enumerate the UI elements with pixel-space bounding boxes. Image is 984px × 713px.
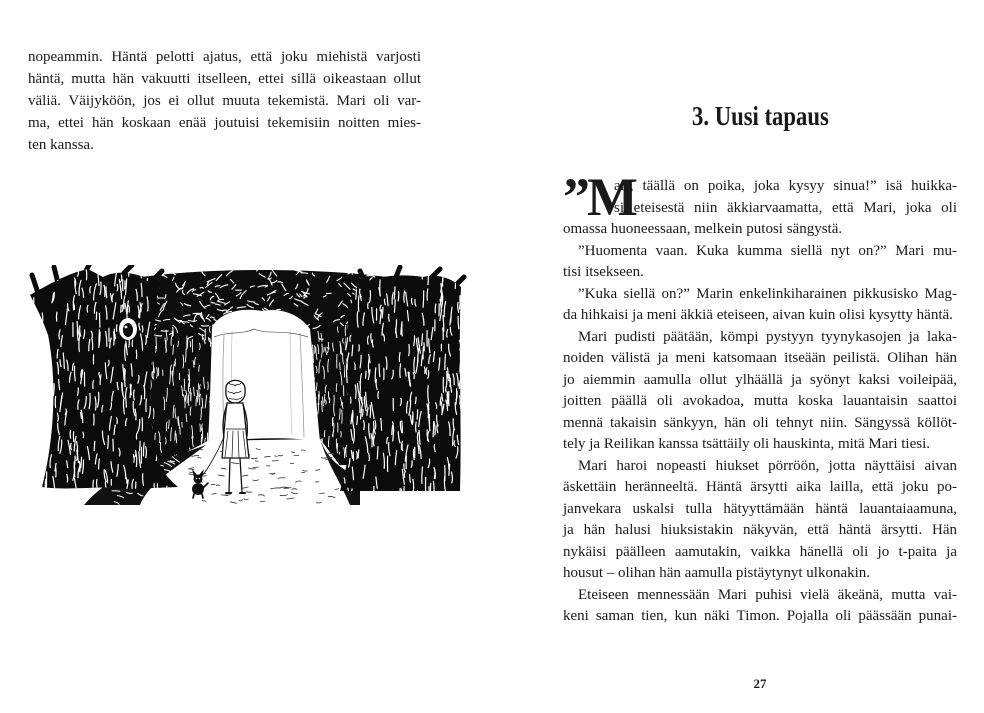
text-line: janvekara uskalsi tulla hätyyttämään häntä lauantaiaamuna, <box>563 500 957 517</box>
text-line: ”Huomenta vaan. Kuka kumma siellä nyt on?” Mari mu- <box>578 242 957 259</box>
text-line: tisi itsekseen. <box>563 264 644 280</box>
text-line: Mari pudisti päätään, kömpi pystyyn tyynykasojen ja laka- <box>578 328 957 345</box>
text-line: joitten päällä oli avokadoa, mutta koska lauantaisin saattoi <box>563 393 957 409</box>
text-line: da hihkaisi ja meni äkkiä eteiseen, aivan kuin olisi kysytty häntä. <box>563 307 953 323</box>
text-line: tely ja Reilikan kanssa tsättäily oli hauskinta, mitä Mari tiesi. <box>563 436 931 452</box>
text-line: ”Kuka siellä on?” Marin enkelinkiharainen pikkusisko Mag- <box>578 285 957 302</box>
text-line: mennä takaisin sänkyyn, hän oli tehnyt niin. Sängyssä köllöt- <box>563 414 957 431</box>
text-line: housut – olihan hän aamulla pistäytynyt ulkonakin. <box>563 565 871 581</box>
chapter-title-text: 3. Uusi tapaus <box>691 101 829 131</box>
text-line: häntä, mutta hän vakuutti itselleen, ettei sillä oikeastaan ollut <box>28 71 421 87</box>
right-page-text <box>563 176 957 628</box>
text-line: jo aiemmin aamulla ollut ylhäällä ja syönyt kaksi voileipää, <box>563 371 957 388</box>
forest-illustration <box>28 265 468 505</box>
page-number: 27 <box>753 676 767 691</box>
text-line: keni saman tien, kun näki Timon. Pojalla oli päässään punai- <box>563 608 957 624</box>
text-line: Eteiseen mennessään Mari puhisi vielä äkeänä, mutta vai- <box>578 586 957 603</box>
text-line: nykäisi päälleen aamutakin, vaikka hänellä oli jo t-paita ja <box>563 543 957 560</box>
text-line: ja hän halusi hiuksistakin näkyvän, että häntä ärsytti. Hän <box>563 522 957 538</box>
drop-cap: ”M <box>563 167 635 227</box>
text-line: ari, täällä on poika, joka kysyy sinua!” isä huikka- <box>614 178 957 194</box>
chapter-title <box>563 101 957 132</box>
right-page <box>492 0 984 713</box>
tree-knot-eye <box>119 318 137 340</box>
text-line: si eteisestä niin äkkiarvaamatta, että Mari, joka oli <box>614 199 957 216</box>
text-line: äskettäin heränneeltä. Häntä ärsytti aika lailla, että joku po- <box>563 479 957 495</box>
text-line: noiden välistä ja meni katsomaan itseään peilistä. Olihan hän <box>563 350 957 366</box>
text-line: nopeammin. Häntä pelotti ajatus, että joku miehistä varjosti <box>28 49 421 65</box>
text-line: ma, ettei hän koskaan enää joutuisi tekemisiin noitten mies- <box>28 115 421 131</box>
left-page-text <box>28 46 421 156</box>
text-line: väliä. Väijyköön, jos ei ollut muuta tekemistä. Mari oli var- <box>28 93 421 109</box>
text-line: ten kanssa. <box>28 137 94 153</box>
text-line: Mari haroi nopeasti hiukset pörröön, jotta näyttäisi aivan <box>578 457 957 474</box>
right-tree <box>337 267 464 505</box>
text-line: omassa huoneessaan, melkein putosi sängystä. <box>563 221 843 237</box>
